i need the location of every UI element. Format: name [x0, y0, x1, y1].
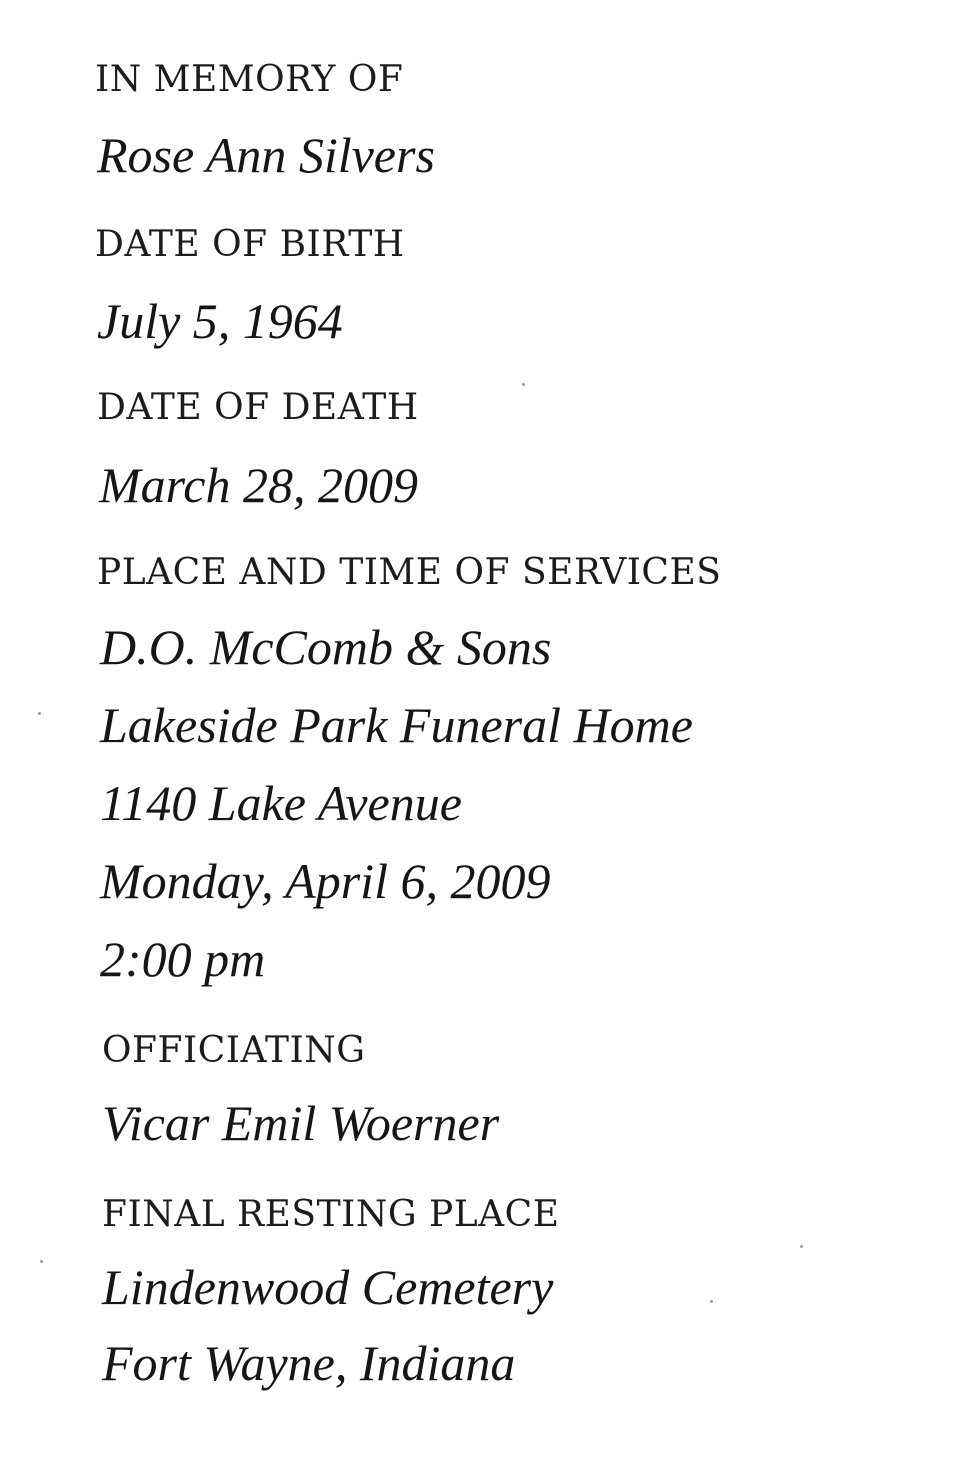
services-line: Lakeside Park Funeral Home	[100, 697, 693, 753]
services-line: 1140 Lake Avenue	[100, 775, 462, 831]
scan-speck	[800, 1245, 803, 1248]
death-date-label: DATE OF DEATH	[97, 387, 419, 428]
resting-place-line: Lindenwood Cemetery	[102, 1259, 554, 1315]
death-date: March 28, 2009	[99, 457, 418, 513]
officiating-label: OFFICIATING	[102, 1030, 366, 1071]
resting-place-line: Fort Wayne, Indiana	[102, 1335, 516, 1391]
services-line: 2:00 pm	[100, 931, 266, 987]
deceased-name: Rose Ann Silvers	[97, 127, 435, 183]
officiant-name: Vicar Emil Woerner	[102, 1095, 500, 1151]
birth-date: July 5, 1964	[97, 293, 343, 349]
services-line: D.O. McComb & Sons	[100, 619, 552, 675]
scan-speck	[710, 1300, 713, 1303]
in-memory-label: IN MEMORY OF	[95, 59, 404, 100]
services-line: Monday, April 6, 2009	[100, 853, 551, 909]
scan-speck	[40, 1260, 43, 1263]
birth-date-label: DATE OF BIRTH	[95, 224, 405, 265]
services-label: PLACE AND TIME OF SERVICES	[97, 552, 722, 593]
scan-speck	[38, 712, 41, 715]
resting-place-label: FINAL RESTING PLACE	[102, 1194, 560, 1235]
scan-speck	[522, 383, 525, 386]
